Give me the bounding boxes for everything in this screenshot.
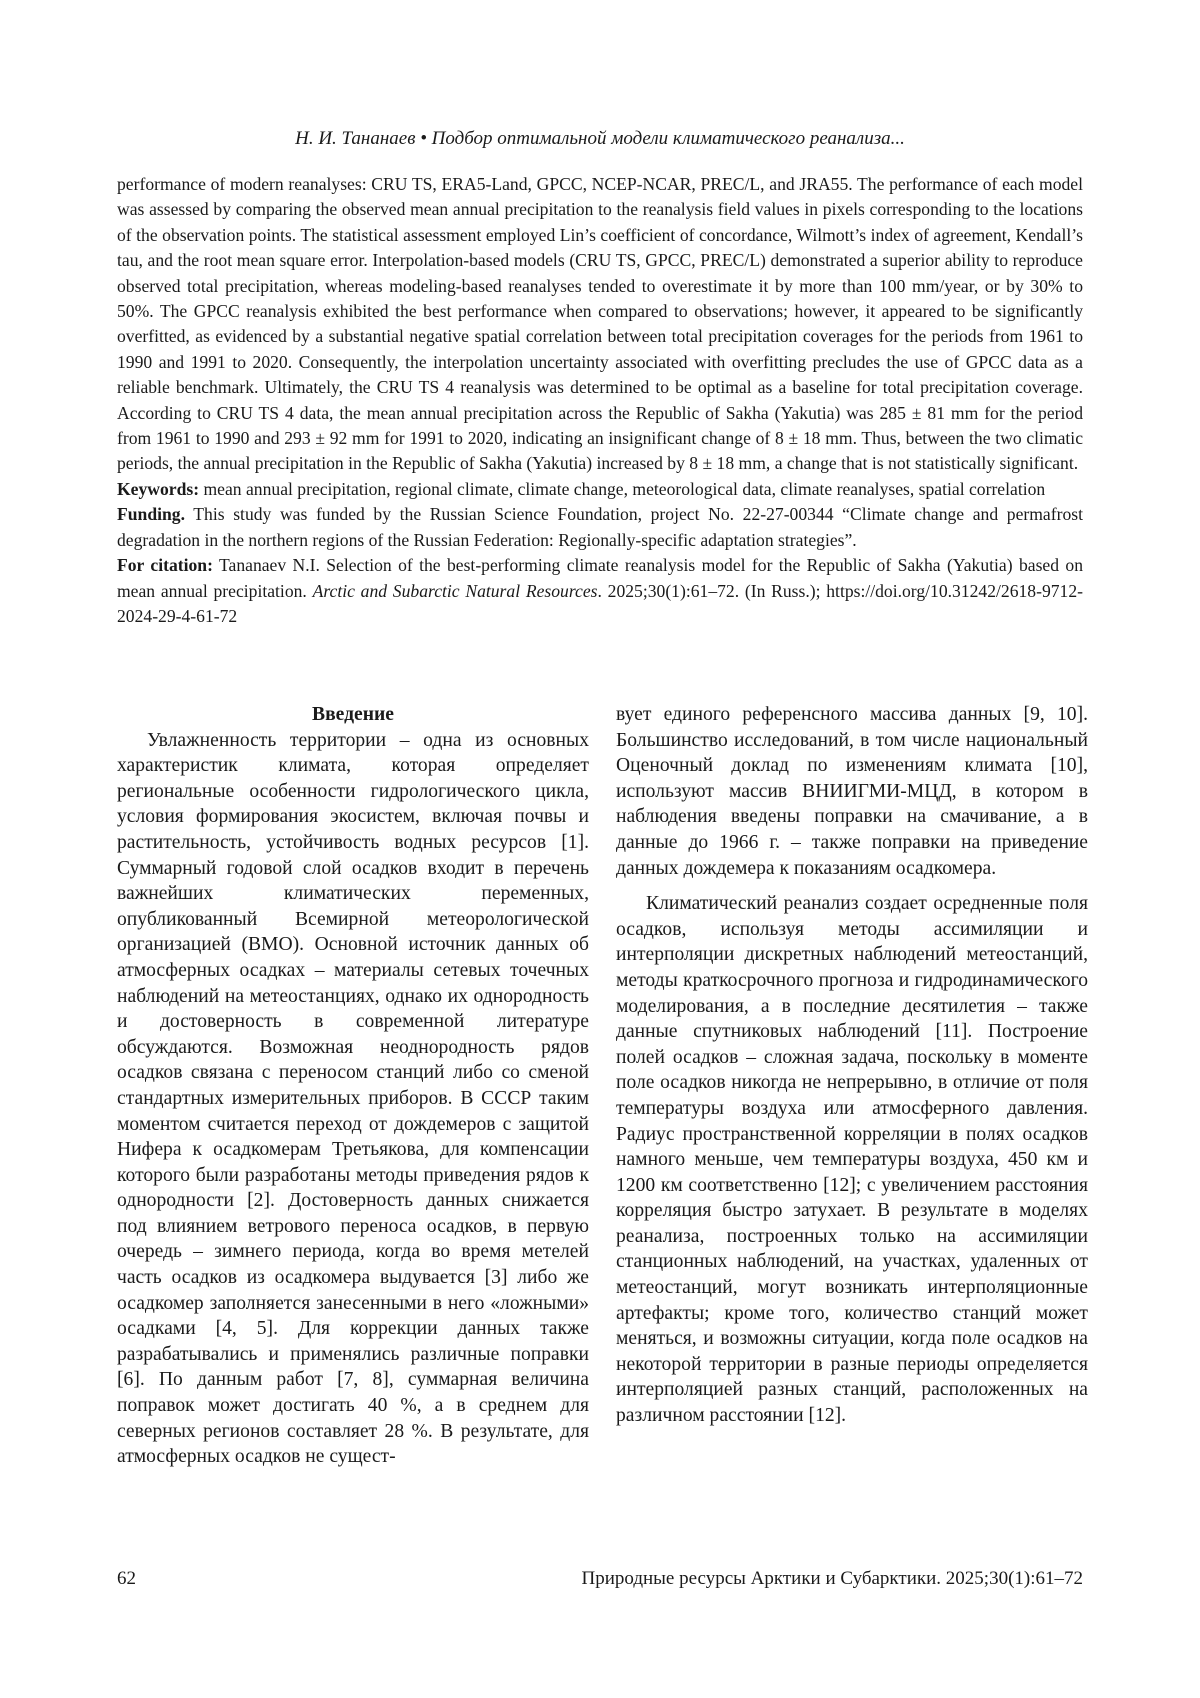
abstract-text: performance of modern reanalyses: CRU TS, ERA5-Land, GPCC, NCEP-NCAR, PREC/L, and JRA55. The performance of each model was assessed by comparing the observed mean annual precipitation to the reanalysis field values in pixels corresponding to the locations of the observation points. The statistical assessment employed Lin’s coefficient of concordance, Wilmott’s index of agreement, Kendall’s tau, and the root mean square error. Interpolation-based models (CRU TS, GPCC, PREC/L) demonstrated a superior ability to reproduce observed total precipitation, whereas modeling-based reanalyses tended to overestimate it by more than 100 mm/year, or by 30% to 50%. The GPCC reanalysis exhibited the best performance when compared to observations; however, it appeared to be significantly overfitted, as evidenced by a substantial negative spatial correlation between total precipitation coverages for the periods from 1961 to 1990 and 1991 to 2020. Consequently, the interpolation uncertainty associated with overfitting precludes the use of GPCC data as a reliable benchmark. Ultimately, the CRU TS 4 reanalysis was determined to be optimal as a baseline for total precipitation coverage. According to CRU TS 4 data, the mean annual precipitation across the Republic of Sakha (Yakutia) was 285 ± 81 mm for the period from 1961 to 1990 and 293 ± 92 mm for 1991 to 2020, indicating an insignificant change of 8 ± 18 mm. Thus, between the two climatic periods, the annual precipitation in the Republic of Sakha (Yakutia) increased by 8 ± 18 mm, a change that is not statistically significant. (117, 174, 1083, 474)
right-paragraph-2: Климатический реанализ создает осредненные поля осадков, используя методы ассимиляции и интерполяции дискретных наблюдений метеостанций, методы краткосрочного прогноза и гидродинамического моделирования, а в последние десятилетия – также данные спутниковых наблюдений [11]. Построение полей осадков – сложная задача, поскольку в моменте поле осадков никогда не непрерывно, в отличие от поля температуры воздуха или атмосферного давления. Радиус пространственной корреляции в полях осадков намного меньше, чем температуры воздуха, 450 км и 1200 км соответственно [12]; с увеличением расстояния корреляция быстро затухает. В результате в моделях реанализа, построенных только на ассимиляции станционных наблюдений, на участках, удаленных от метеостанций, могут возникать интерполяционные артефакты; кроме того, количество станций может меняться, и возможны ситуации, когда поле осадков на некоторой территории в разные периоды определяется интерполяцией разных станций, расположенных на различном расстоянии [12]. (616, 893, 1088, 1427)
keywords (117, 477, 1083, 502)
page-number: 62 (117, 1568, 136, 1589)
funding-label: Funding. (117, 504, 185, 525)
citation-journal: Arctic and Subarctic Natural Resources (312, 580, 598, 601)
keywords-text: mean annual precipitation, regional climate, climate change, meteorological data, climate reanalyses, spatial correlation (199, 478, 1046, 499)
funding-text: This study was funded by the Russian Science Foundation, project No. 22-27-00344 “Climate change and permafrost degradation in the northern regions of the Russian Federation: Regionally-specific adaptation strategies”. (117, 504, 1083, 550)
abstract-block (117, 172, 1083, 629)
left-paragraph: Увлажненность территории – одна из основных характеристик климата, которая определяет региональные особенности гидрологического цикла, условия формирования экосистем, включая почвы и растительность, устойчивость водных ресурсов [1]. Суммарный годовой слой осадков входит в перечень важнейших климатических переменных, опубликованный Всемирной метеорологической организацией (ВМО). Основной источник данных об атмосферных осадках – материалы сетевых точечных наблюдений на метеостанциях, однако их однородность и достоверность в современной литературе обсуждаются. Возможная неоднородность рядов осадков связана с переносом станций либо со сменой стандартных измерительных приборов. В СССР таким моментом считается переход от дождемеров с защитой Нифера к осадкомерам Третьякова, для компенсации которого были разработаны методы приведения рядов к однородности [2]. Достоверность данных снижается под влиянием ветрового переноса осадков, в первую очередь – зимнего периода, когда во время метелей часть осадков из осадкомера выдувается [3] либо же осадкомер заполняется занесенными в него «ложными» осадками [4, 5]. Для коррекции данных также разрабатывались и применялись различные поправки [6]. По данным работ [7, 8], суммарная величина поправок может достигать 40 %, а в среднем для северных регионов составляет 28 %. В результате, для атмосферных осадков не сущест- (117, 729, 589, 1468)
citation (117, 553, 1083, 629)
section-heading: Введение (312, 704, 394, 725)
citation-text-1: Tananaev N.I. Selection of the best-performing climate reanalysis model for the Republic of Sakha (Yakutia) based on mean annual precipitation. (117, 555, 1083, 601)
running-header: Н. И. Тананаев • Подбор оптимальной модели климатического реанализа... (295, 128, 905, 149)
funding (117, 502, 1083, 553)
citation-text-2: . 2025;30(1):61–72. (In Russ.); https://doi.org/10.31242/2618-9712-2024-29-4-61-72 (117, 580, 1083, 626)
right-column (616, 702, 1088, 1429)
right-paragraph-1: вует единого референсного массива данных [9, 10]. Большинство исследований, в том числе национальный Оценочный доклад по изменениям климата [10], используют массив ВНИИГМИ-МЦД, в котором в наблюдения введены поправки на смачивание, а в данные до 1966 г. – также поправки на приведение данных дождемера к показаниям осадкомера. (616, 704, 1088, 879)
left-column (117, 702, 589, 1470)
citation-label: For citation: (117, 555, 213, 576)
keywords-label: Keywords: (117, 478, 200, 499)
journal-reference: Природные ресурсы Арктики и Субарктики. 2025;30(1):61–72 (581, 1568, 1083, 1589)
